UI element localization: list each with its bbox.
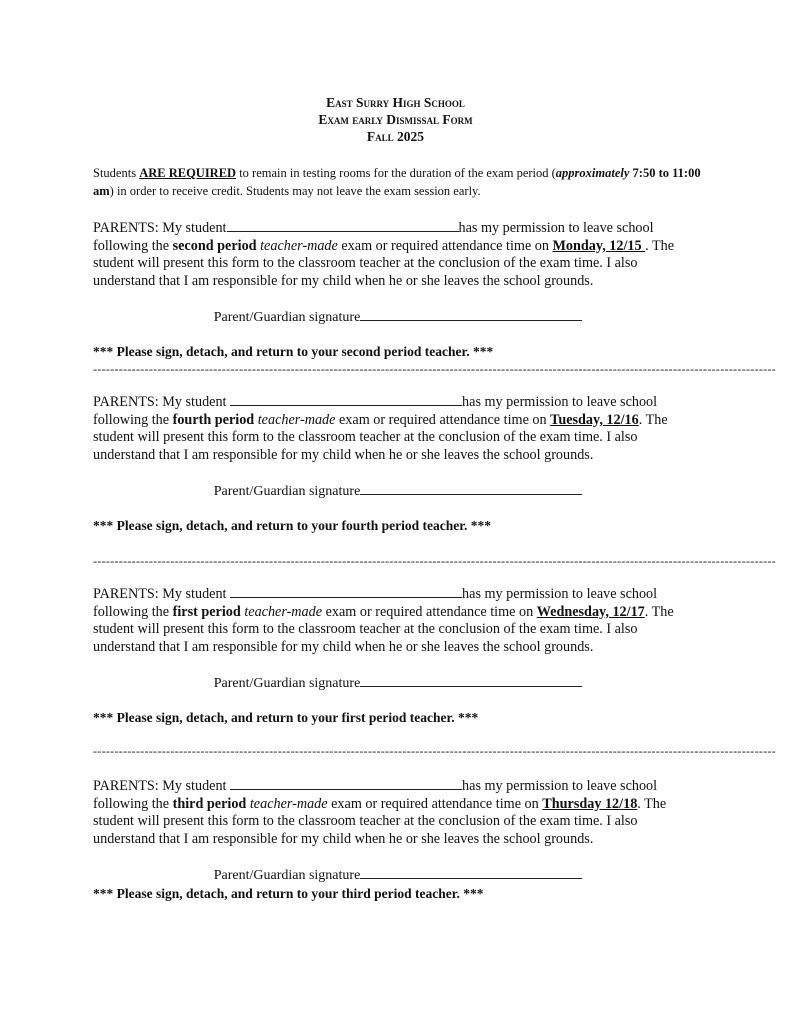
signature-label: Parent/Guardian signature [213, 868, 361, 884]
form-present-text: student will present this form to the classroom teacher at the conclusion of the exam time. I also [93, 429, 638, 446]
period-name: fourth period [172, 411, 255, 428]
required-emphasis: ARE REQUIRED [139, 166, 237, 180]
dismissal-section-3 [93, 585, 703, 726]
permission-text: has my permission to leave school [462, 394, 658, 410]
signature-line[interactable] [360, 866, 582, 879]
exam-text: exam or required attendance time on [335, 411, 551, 428]
return-instruction: *** Please sign, detach, and return to your first period teacher. *** [93, 710, 479, 726]
return-instruction: *** Please sign, detach, and return to your second period teacher. *** [93, 344, 494, 360]
parents-label: PARENTS: My student [93, 586, 227, 602]
period-name: second period [172, 237, 257, 254]
form-header [0, 94, 791, 145]
form-title: Exam early Dismissal Form [318, 112, 473, 127]
signature-row [93, 308, 703, 326]
form-present-text: student will present this form to the classroom teacher at the conclusion of the exam time. I also [93, 621, 638, 638]
form-term: Fall 2025 [366, 129, 425, 144]
approximately-emphasis: approximately [555, 166, 630, 180]
signature-line[interactable] [360, 308, 582, 321]
dismissal-section-4 [93, 777, 703, 902]
parents-label: PARENTS: My student [93, 220, 227, 236]
date-tail: . The [644, 603, 674, 620]
responsibility-text: understand that I am responsible for my child when he or she leaves the school grounds. [93, 272, 594, 289]
exam-date: Thursday 12/18 [542, 795, 638, 812]
exam-text: exam or required attendance time on [327, 795, 543, 812]
teacher-made-text: teacher-made [244, 603, 323, 620]
exam-date: Tuesday, 12/16 [550, 411, 639, 428]
permission-text: has my permission to leave school [462, 586, 658, 602]
responsibility-text: understand that I am responsible for my child when he or she leaves the school grounds. [93, 830, 594, 847]
teacher-made-text: teacher-made [249, 795, 328, 812]
period-name: third period [172, 795, 247, 812]
detach-divider: --------------------------------------------------------------------------------------------------------------------------------------------------------------- [93, 362, 777, 376]
following-text: following the [93, 603, 173, 620]
period-name: first period [172, 603, 241, 620]
signature-row [93, 674, 703, 692]
responsibility-text: understand that I am responsible for my child when he or she leaves the school grounds. [93, 446, 594, 463]
permission-text: has my permission to leave school [458, 220, 654, 236]
exam-time-range: 7:50 to 11:00 am [93, 166, 701, 198]
parents-label: PARENTS: My student [93, 394, 227, 410]
exam-date: Monday, 12/15 [552, 237, 646, 254]
parents-label: PARENTS: My student [93, 778, 227, 794]
signature-line[interactable] [360, 674, 582, 687]
date-tail: . The [645, 237, 675, 254]
permission-paragraph [93, 393, 703, 464]
date-tail: . The [638, 411, 668, 428]
following-text: following the [93, 795, 173, 812]
permission-paragraph [93, 219, 703, 290]
date-tail: . The [637, 795, 667, 812]
signature-row [93, 482, 703, 500]
permission-text: has my permission to leave school [462, 778, 658, 794]
exam-date: Wednesday, 12/17 [536, 603, 645, 620]
student-name-line[interactable] [230, 393, 462, 406]
teacher-made-text: teacher-made [260, 237, 338, 254]
dismissal-section-1 [93, 219, 703, 360]
intro-text-3: ) in order to receive credit. Students may not leave the exam session early. [109, 184, 481, 198]
teacher-made-text: teacher-made [257, 411, 336, 428]
exam-text: exam or required attendance time on [337, 237, 553, 254]
signature-row [93, 866, 703, 884]
permission-paragraph [93, 585, 703, 656]
student-name-line[interactable] [227, 219, 459, 232]
permission-paragraph [93, 777, 703, 848]
intro-paragraph [93, 164, 703, 200]
return-instruction: *** Please sign, detach, and return to your fourth period teacher. *** [93, 518, 491, 534]
signature-label: Parent/Guardian signature [213, 310, 361, 326]
exam-text: exam or required attendance time on [322, 603, 537, 620]
intro-text-1: Students [93, 166, 140, 180]
intro-text-2: to remain in testing rooms for the duration of the exam period ( [236, 166, 556, 180]
return-instruction: *** Please sign, detach, and return to your third period teacher. *** [93, 886, 484, 902]
form-present-text: student will present this form to the classroom teacher at the conclusion of the exam time. I also [93, 255, 638, 272]
following-text: following the [93, 411, 173, 428]
student-name-line[interactable] [230, 777, 462, 790]
school-name: East Surry High School [326, 95, 465, 110]
signature-label: Parent/Guardian signature [213, 676, 361, 692]
signature-label: Parent/Guardian signature [213, 484, 361, 500]
responsibility-text: understand that I am responsible for my child when he or she leaves the school grounds. [93, 638, 594, 655]
form-present-text: student will present this form to the classroom teacher at the conclusion of the exam time. I also [93, 813, 638, 830]
detach-divider: --------------------------------------------------------------------------------------------------------------------------------------------------------------- [93, 554, 777, 568]
signature-line[interactable] [360, 482, 582, 495]
student-name-line[interactable] [230, 585, 462, 598]
dismissal-section-2 [93, 393, 703, 534]
following-text: following the [93, 237, 173, 254]
detach-divider: --------------------------------------------------------------------------------------------------------------------------------------------------------------- [93, 744, 777, 758]
